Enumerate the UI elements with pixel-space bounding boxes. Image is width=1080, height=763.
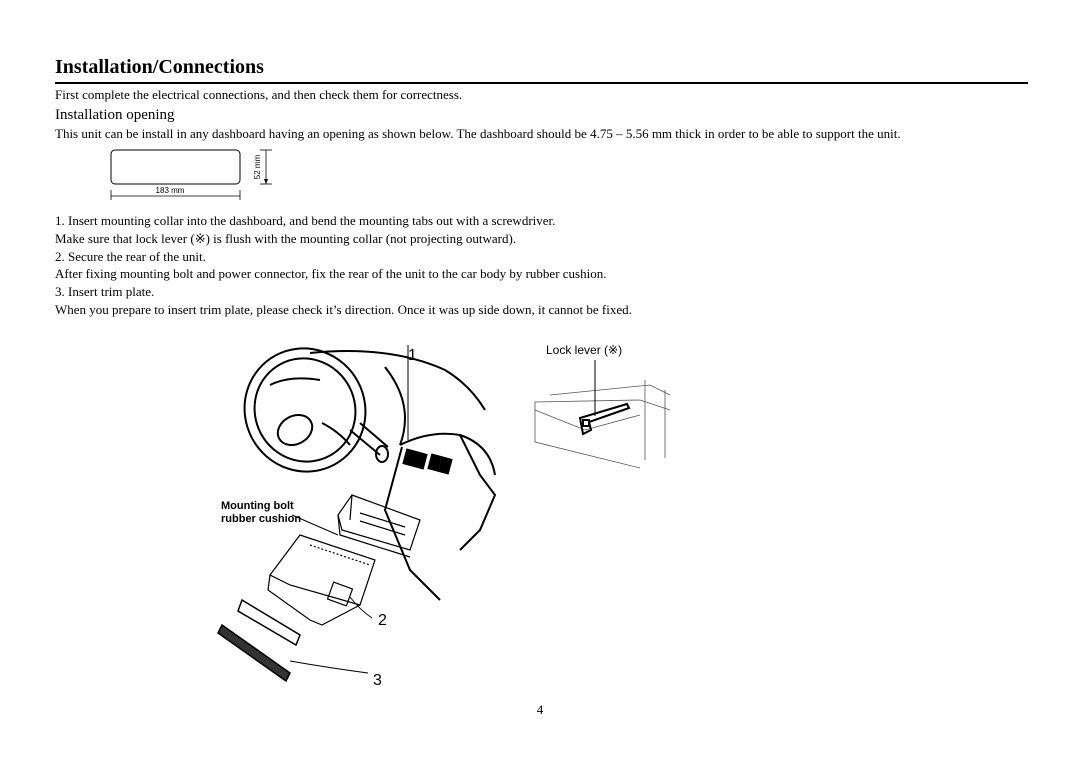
step-2-text: 2. Secure the rear of the unit. (55, 249, 206, 264)
steering-column (350, 423, 388, 455)
lock-lever-label: Lock lever (※) (546, 343, 623, 357)
page-number: 4 (536, 702, 544, 717)
opening-width-label: 183 mm (155, 186, 185, 195)
callout-3: 3 (373, 672, 382, 689)
trim-plate (218, 625, 290, 681)
air-vent-right (429, 455, 452, 474)
step-1-text: 1. Insert mounting collar into the dashboard, and bend the mounting tabs out with a screwdriver. (55, 213, 556, 228)
opening-height-label: 52 mm (253, 154, 262, 180)
mounting-collar (338, 495, 420, 550)
opening-paragraph: This unit can be install in any dashboard having an opening as shown below. The dashboard should be 4.75 – 5.56 mm thick in order to be able to support the unit. (55, 126, 901, 141)
mounting-bolt-label: Mounting bolt (221, 500, 294, 512)
installation-illustration (210, 335, 510, 690)
callout-2: 2 (378, 612, 387, 629)
callout-3-leader (290, 661, 368, 673)
opening-dimension-diagram (108, 146, 280, 202)
opening-outline (111, 150, 240, 184)
dashboard-outline (310, 351, 485, 410)
title-rule (55, 82, 1028, 84)
page-title: Installation/Connections (55, 56, 264, 78)
step-3-text: 3. Insert trim plate. (55, 284, 155, 299)
step-3-note: When you prepare to insert trim plate, please check it’s direction. Once it was up side down, it cannot be fixed. (55, 302, 632, 317)
step-1-note: Make sure that lock lever (※) is flush with the mounting collar (not projecting outward). (55, 231, 517, 246)
step-2-note: After fixing mounting bolt and power connector, fix the rear of the unit to the car body by rubber cushion. (55, 266, 607, 281)
air-vent-left (404, 450, 427, 469)
rubber-cushion-label: rubber cushion (221, 513, 302, 525)
callout-1: 1 (408, 347, 417, 364)
intro-text: First complete the electrical connections, and then check them for correctness. (55, 87, 463, 102)
section-heading: Installation opening (55, 107, 175, 123)
lock-lever-illustration (525, 340, 675, 470)
radio-unit (270, 535, 375, 605)
